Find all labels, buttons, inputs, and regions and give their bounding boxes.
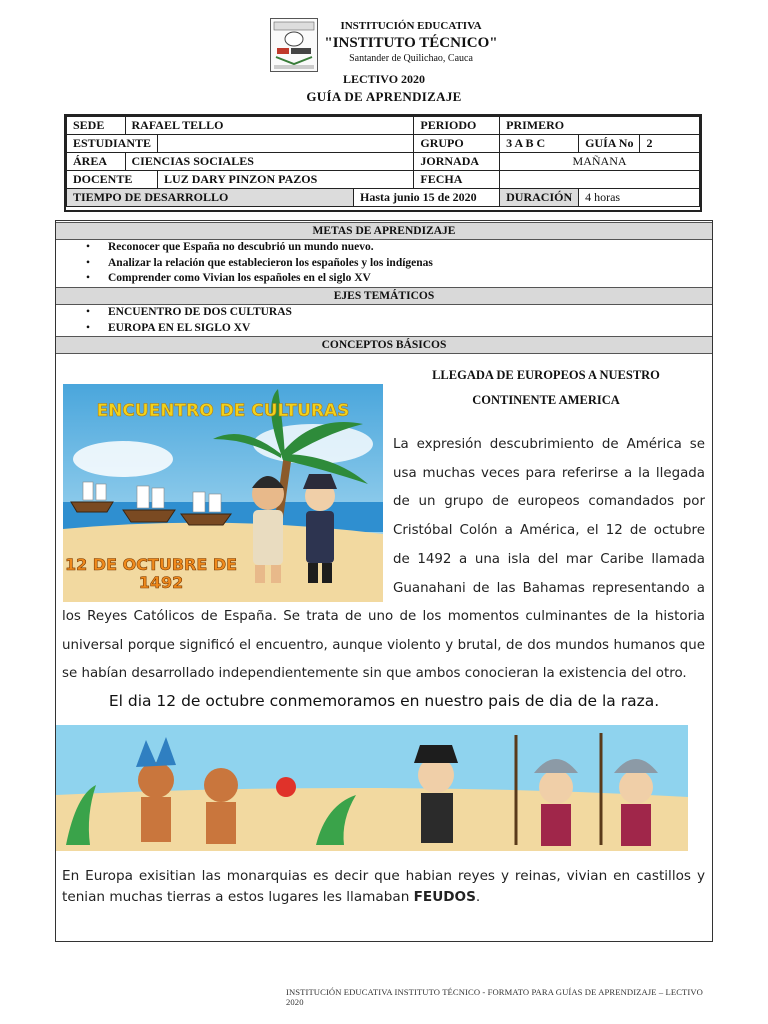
conceptos-heading: CONCEPTOS BÁSICOS [56,336,712,354]
page-footer: INSTITUCIÓN EDUCATIVA INSTITUTO TÉCNICO - FORMATO PARA GUÍAS DE APRENDIZAJE – LECTIVO 2020 [286,987,703,1007]
encuentro-culturas-illustration [63,384,383,602]
image1-date-line1: 12 DE OCTUBRE DE [64,555,238,574]
sede-value: RAFAEL TELLO [125,117,414,135]
area-value: CIENCIAS SOCIALES [125,153,414,171]
eje-item-2: • EUROPA EN EL SIGLO XV [86,321,292,337]
tiempo-value: Hasta junio 15 de 2020 [354,189,500,207]
duracion-value: 4 horas [579,189,700,207]
meta-item-1: • Reconocer que España no descubrió un mundo nuevo. [86,240,433,256]
grupo-label: GRUPO [414,135,500,153]
meta-item-3: • Comprender como Vivian los españoles en el siglo XV [86,271,433,287]
section-title-line1: LLEGADA DE EUROPEOS A NUESTRO [432,368,660,382]
info-table [66,116,700,207]
docente-label: DOCENTE [67,171,158,189]
image1-title: ENCUENTRO DE CULTURAS [96,401,350,421]
metas-heading: METAS DE APRENDIZAJE [56,222,712,240]
grupo-value: 3 A B C [500,135,579,153]
paragraph-descubrimiento: La expresión descubrimiento de América se usa muchas veces para referirse a la llegada de un grupo de europeos comandados por Cristóbal Colón a América, el 12 de octubre de 1492 a una isla del mar Caribe llamada Guanahani de las Bahamas representando a [393,437,705,596]
paragraph-reyes-catolicos: los Reyes Católicos de España. Se trata de uno de los momentos culminantes de la historia universal porque significó el encuentro, aunque violento y brutal, de dos mundos humanos que se habían desarrollado independientemente sin que ambos conocieran la existencia del otro. [62,609,705,681]
eje-item-1: • ENCUENTRO DE DOS CULTURAS [86,305,292,321]
fecha-label: FECHA [414,171,500,189]
periodo-label: PERIODO [414,117,500,135]
institution-line-1: INSTITUCIÓN EDUCATIVA [340,20,482,32]
estudiante-label: ESTUDIANTE [67,135,158,153]
fecha-value[interactable] [500,171,700,189]
guia-no-label: GUÍA No [579,135,640,153]
school-logo [270,18,318,72]
feudos-term: FEUDOS [413,889,476,905]
section-title-line2: CONTINENTE AMERICA [472,393,620,407]
docente-value: LUZ DARY PINZON PAZOS [158,171,414,189]
meta-item-2: • Analizar la relación que establecieron los españoles y los indígenas [86,256,433,272]
jornada-value: MAÑANA [500,153,700,171]
metas-list [86,240,433,287]
institution-location: Santander de Quilichao, Cauca [349,53,473,64]
ejes-list [86,305,292,336]
institution-name: "INSTITUTO TÉCNICO" [324,35,498,51]
ejes-heading: EJES TEMÁTICOS [56,287,712,305]
guia-no-value: 2 [640,135,700,153]
estudiante-value[interactable] [158,135,414,153]
duracion-label: DURACIÓN [500,189,579,207]
jornada-label: JORNADA [414,153,500,171]
lectivo-year: LECTIVO 2020 [342,72,426,86]
periodo-value: PRIMERO [500,117,700,135]
encounter-banner-illustration [56,725,688,851]
sede-label: SEDE [67,117,126,135]
area-label: ÁREA [67,153,126,171]
image1-date-line2: 1492 [138,573,184,592]
guide-title: GUÍA DE APRENDIZAJE [306,89,462,104]
dia-de-la-raza-text: El dia 12 de octubre conmemoramos en nuestro pais de dia de la raza. [108,692,660,710]
tiempo-label: TIEMPO DE DESARROLLO [67,189,354,207]
paragraph-europa-feudos: En Europa exisitian las monarquias es decir que habian reyes y reinas, vivian en castillos y tenian muchas tierras a estos lugares les llamaban FEUDOS. [62,868,705,905]
